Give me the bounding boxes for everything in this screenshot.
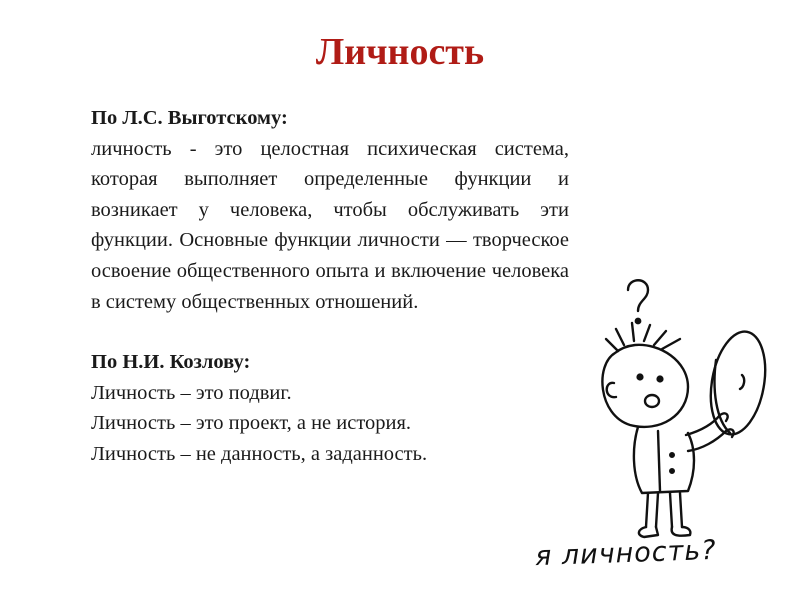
vygotsky-heading: По Л.С. Выготскому: bbox=[91, 107, 288, 129]
kozlov-quote-1: Личность – это подвиг. bbox=[91, 381, 292, 404]
slide-title: Личность bbox=[315, 31, 485, 73]
kozlov-heading: По Н.И. Козлову: bbox=[91, 351, 251, 374]
spacer bbox=[91, 317, 569, 347]
kozlov-quote-2: Личность – это проект, а не история. bbox=[91, 412, 412, 435]
vygotsky-definition: личность - это целостная психическая система, которая выполняет определенные функции и возникает у человека, чтобы обслуживать эти функции. Основные функции личности — творческое освоение общественного опыта и включение человека в систему общественных отношений. bbox=[91, 137, 569, 313]
illustration-caption: я личность? bbox=[534, 534, 718, 573]
kozlov-quote-3: Личность – не данность, а заданность. bbox=[91, 442, 428, 465]
content-text bbox=[91, 103, 569, 470]
